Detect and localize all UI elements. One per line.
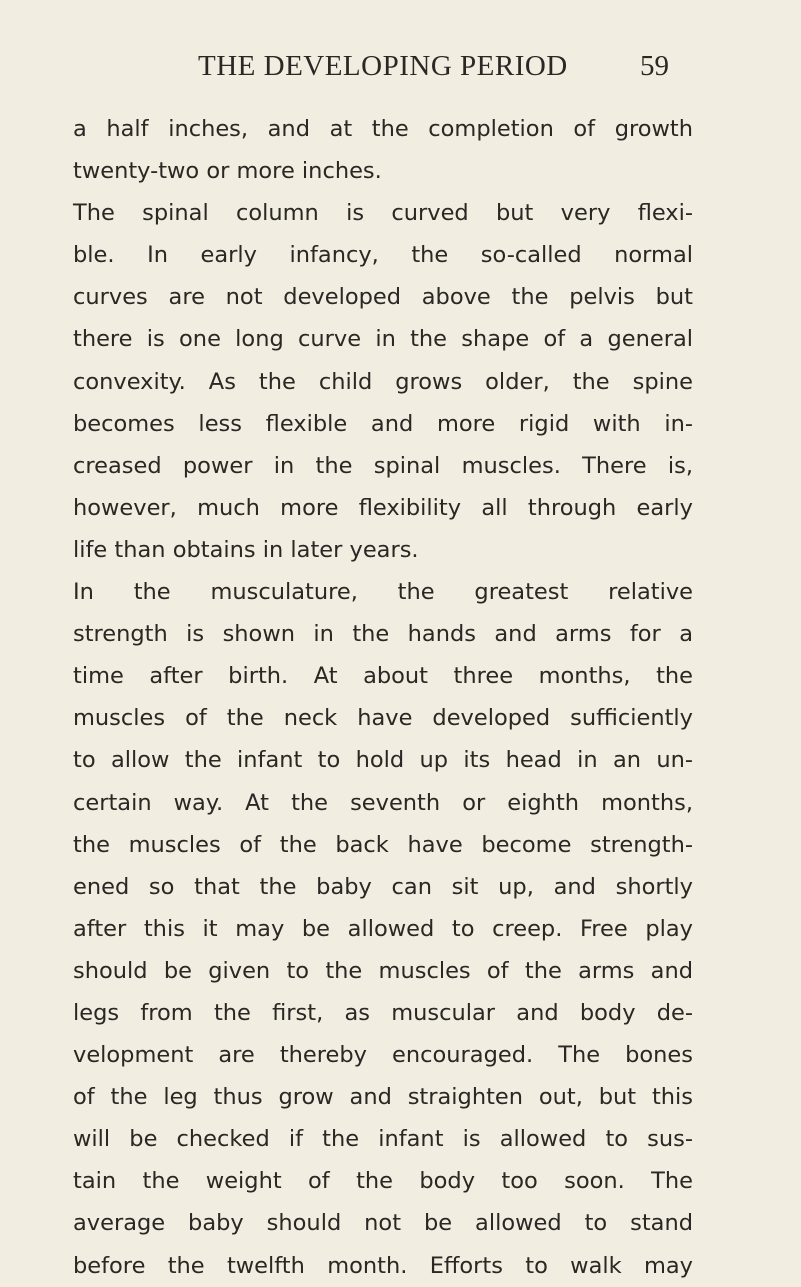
text-line: however, much more flexibility all through early [73,494,693,521]
running-head [0,50,801,90]
text-line: In the musculature, the greatest relative [73,579,693,606]
text-line: ble. In early infancy, the so-called normal [73,242,693,269]
text-line: becomes less flexible and more rigid with in- [73,410,693,437]
text-line: muscles of the neck have developed sufficiently [73,705,693,732]
text-line: life than obtains in later years. [73,536,419,563]
text-line: The spinal column is curved but very flexi- [73,200,693,227]
text-line: a half inches, and at the completion of growth [73,116,693,142]
text-line: velopment are thereby encouraged. The bones [73,1042,693,1069]
text-line: legs from the first, as muscular and body de- [73,999,693,1026]
text-line: convexity. As the child grows older, the spine [73,368,693,395]
text-line: strength is shown in the hands and arms for a [73,621,693,648]
text-line: the muscles of the back have become strength- [73,831,693,858]
chapter-title: THE DEVELOPING PERIOD [198,50,568,82]
text-line: time after birth. At about three months, the [73,663,693,690]
text-line: twenty-two or more inches. [73,158,382,185]
text-line: should be given to the muscles of the arms and [73,957,693,984]
text-line: tain the weight of the body too soon. The [73,1168,693,1195]
text-line: before the twelfth month. Efforts to walk may [73,1252,693,1279]
text-line: creased power in the spinal muscles. There is, [73,452,693,479]
text-line: average baby should not be allowed to stand [73,1210,693,1237]
text-line: to allow the infant to hold up its head in an un- [73,747,693,774]
text-line: will be checked if the infant is allowed to sus- [73,1126,693,1153]
text-line: there is one long curve in the shape of a general [73,326,693,353]
text-line: curves are not developed above the pelvis but [73,284,693,311]
page-number: 59 [640,50,669,82]
text-line: ened so that the baby can sit up, and shortly [73,873,693,900]
text-line: certain way. At the seventh or eighth months, [73,789,693,816]
text-line: after this it may be allowed to creep. Free play [73,915,693,942]
text-line: of the leg thus grow and straighten out, but this [73,1084,693,1111]
body-text [73,108,693,1287]
